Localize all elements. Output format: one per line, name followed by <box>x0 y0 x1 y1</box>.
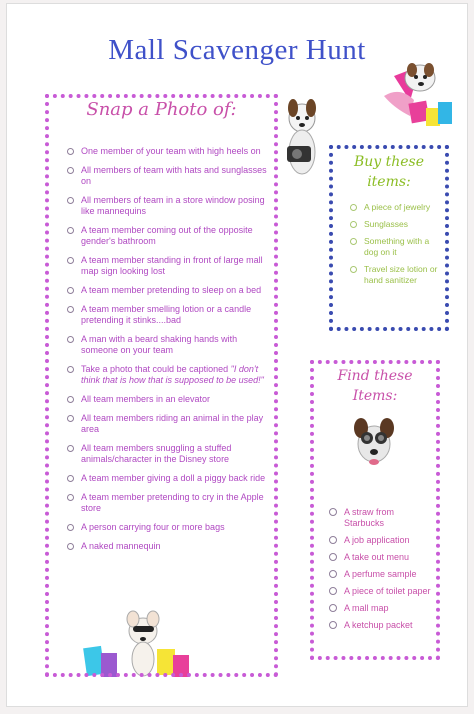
find-heading-line2: Items: <box>352 388 398 404</box>
buy-heading-line2: items: <box>367 174 411 190</box>
dog-with-camera-illustration <box>277 96 327 188</box>
checklist-item[interactable]: A team member smelling lotion or a candle pretending it stinks....bad <box>67 304 267 326</box>
photo-section-heading: Snap a Photo of: <box>86 99 237 120</box>
checklist-item[interactable]: A team member pretending to cry in the Apple store <box>67 492 267 514</box>
find-item[interactable]: A job application <box>329 535 434 546</box>
checklist-item[interactable]: All team members snuggling a stuffed animals/character in the Disney store <box>67 443 267 465</box>
find-item[interactable]: A straw from Starbucks <box>329 507 434 529</box>
checklist-item[interactable]: A naked mannequin <box>67 541 267 552</box>
caption-item-text: Take a photo that could be captioned <box>81 364 229 374</box>
checklist-item[interactable]: A team member coming out of the opposite gender's bathroom <box>67 225 267 247</box>
checklist-item[interactable]: All team members in an elevator <box>67 394 267 405</box>
find-item[interactable]: A mall map <box>329 603 434 614</box>
buy-item[interactable]: A piece of jewelry <box>350 202 442 213</box>
checklist-item[interactable]: A team member pretending to sleep on a bed <box>67 285 267 296</box>
checklist-item[interactable]: All members of team with hats and sunglasses on <box>67 165 267 187</box>
buy-item[interactable]: Travel size lotion or hand sanitizer <box>350 264 442 286</box>
buy-checklist <box>350 202 442 292</box>
checklist-item[interactable]: One member of your team with high heels on <box>67 146 267 157</box>
find-heading-line1: Find these <box>337 368 413 384</box>
checklist-item[interactable]: All team members riding an animal in the play area <box>67 413 267 435</box>
find-checklist <box>329 507 434 637</box>
checklist-item-caption[interactable] <box>67 364 267 386</box>
checklist-item[interactable]: A team member giving a doll a piggy back ride <box>67 473 267 484</box>
dog-with-bags-illustration <box>380 56 460 136</box>
checklist-item[interactable]: A team member standing in front of large mall map sign looking lost <box>67 255 267 277</box>
photo-checklist <box>67 146 267 560</box>
caption-quote: "I don't think that is how that is supposed to be used!" <box>81 364 264 385</box>
buy-heading-line1: Buy these <box>353 154 425 170</box>
find-item[interactable]: A perfume sample <box>329 569 434 580</box>
buy-section-heading <box>329 152 449 192</box>
checklist-item[interactable]: A person carrying four or more bags <box>67 522 267 533</box>
scavenger-hunt-sheet <box>6 3 468 707</box>
buy-item[interactable]: Sunglasses <box>350 219 442 230</box>
find-item[interactable]: A take out menu <box>329 552 434 563</box>
buy-item[interactable]: Something with a dog on it <box>350 236 442 258</box>
checklist-item[interactable]: A man with a beard shaking hands with someone on your team <box>67 334 267 356</box>
checklist-item[interactable]: All members of team in a store window posing like mannequins <box>67 195 267 217</box>
find-section-heading <box>310 366 440 406</box>
find-item[interactable]: A ketchup packet <box>329 620 434 631</box>
page-title: Mall Scavenger Hunt <box>108 34 366 66</box>
find-item[interactable]: A piece of toilet paper <box>329 586 434 597</box>
